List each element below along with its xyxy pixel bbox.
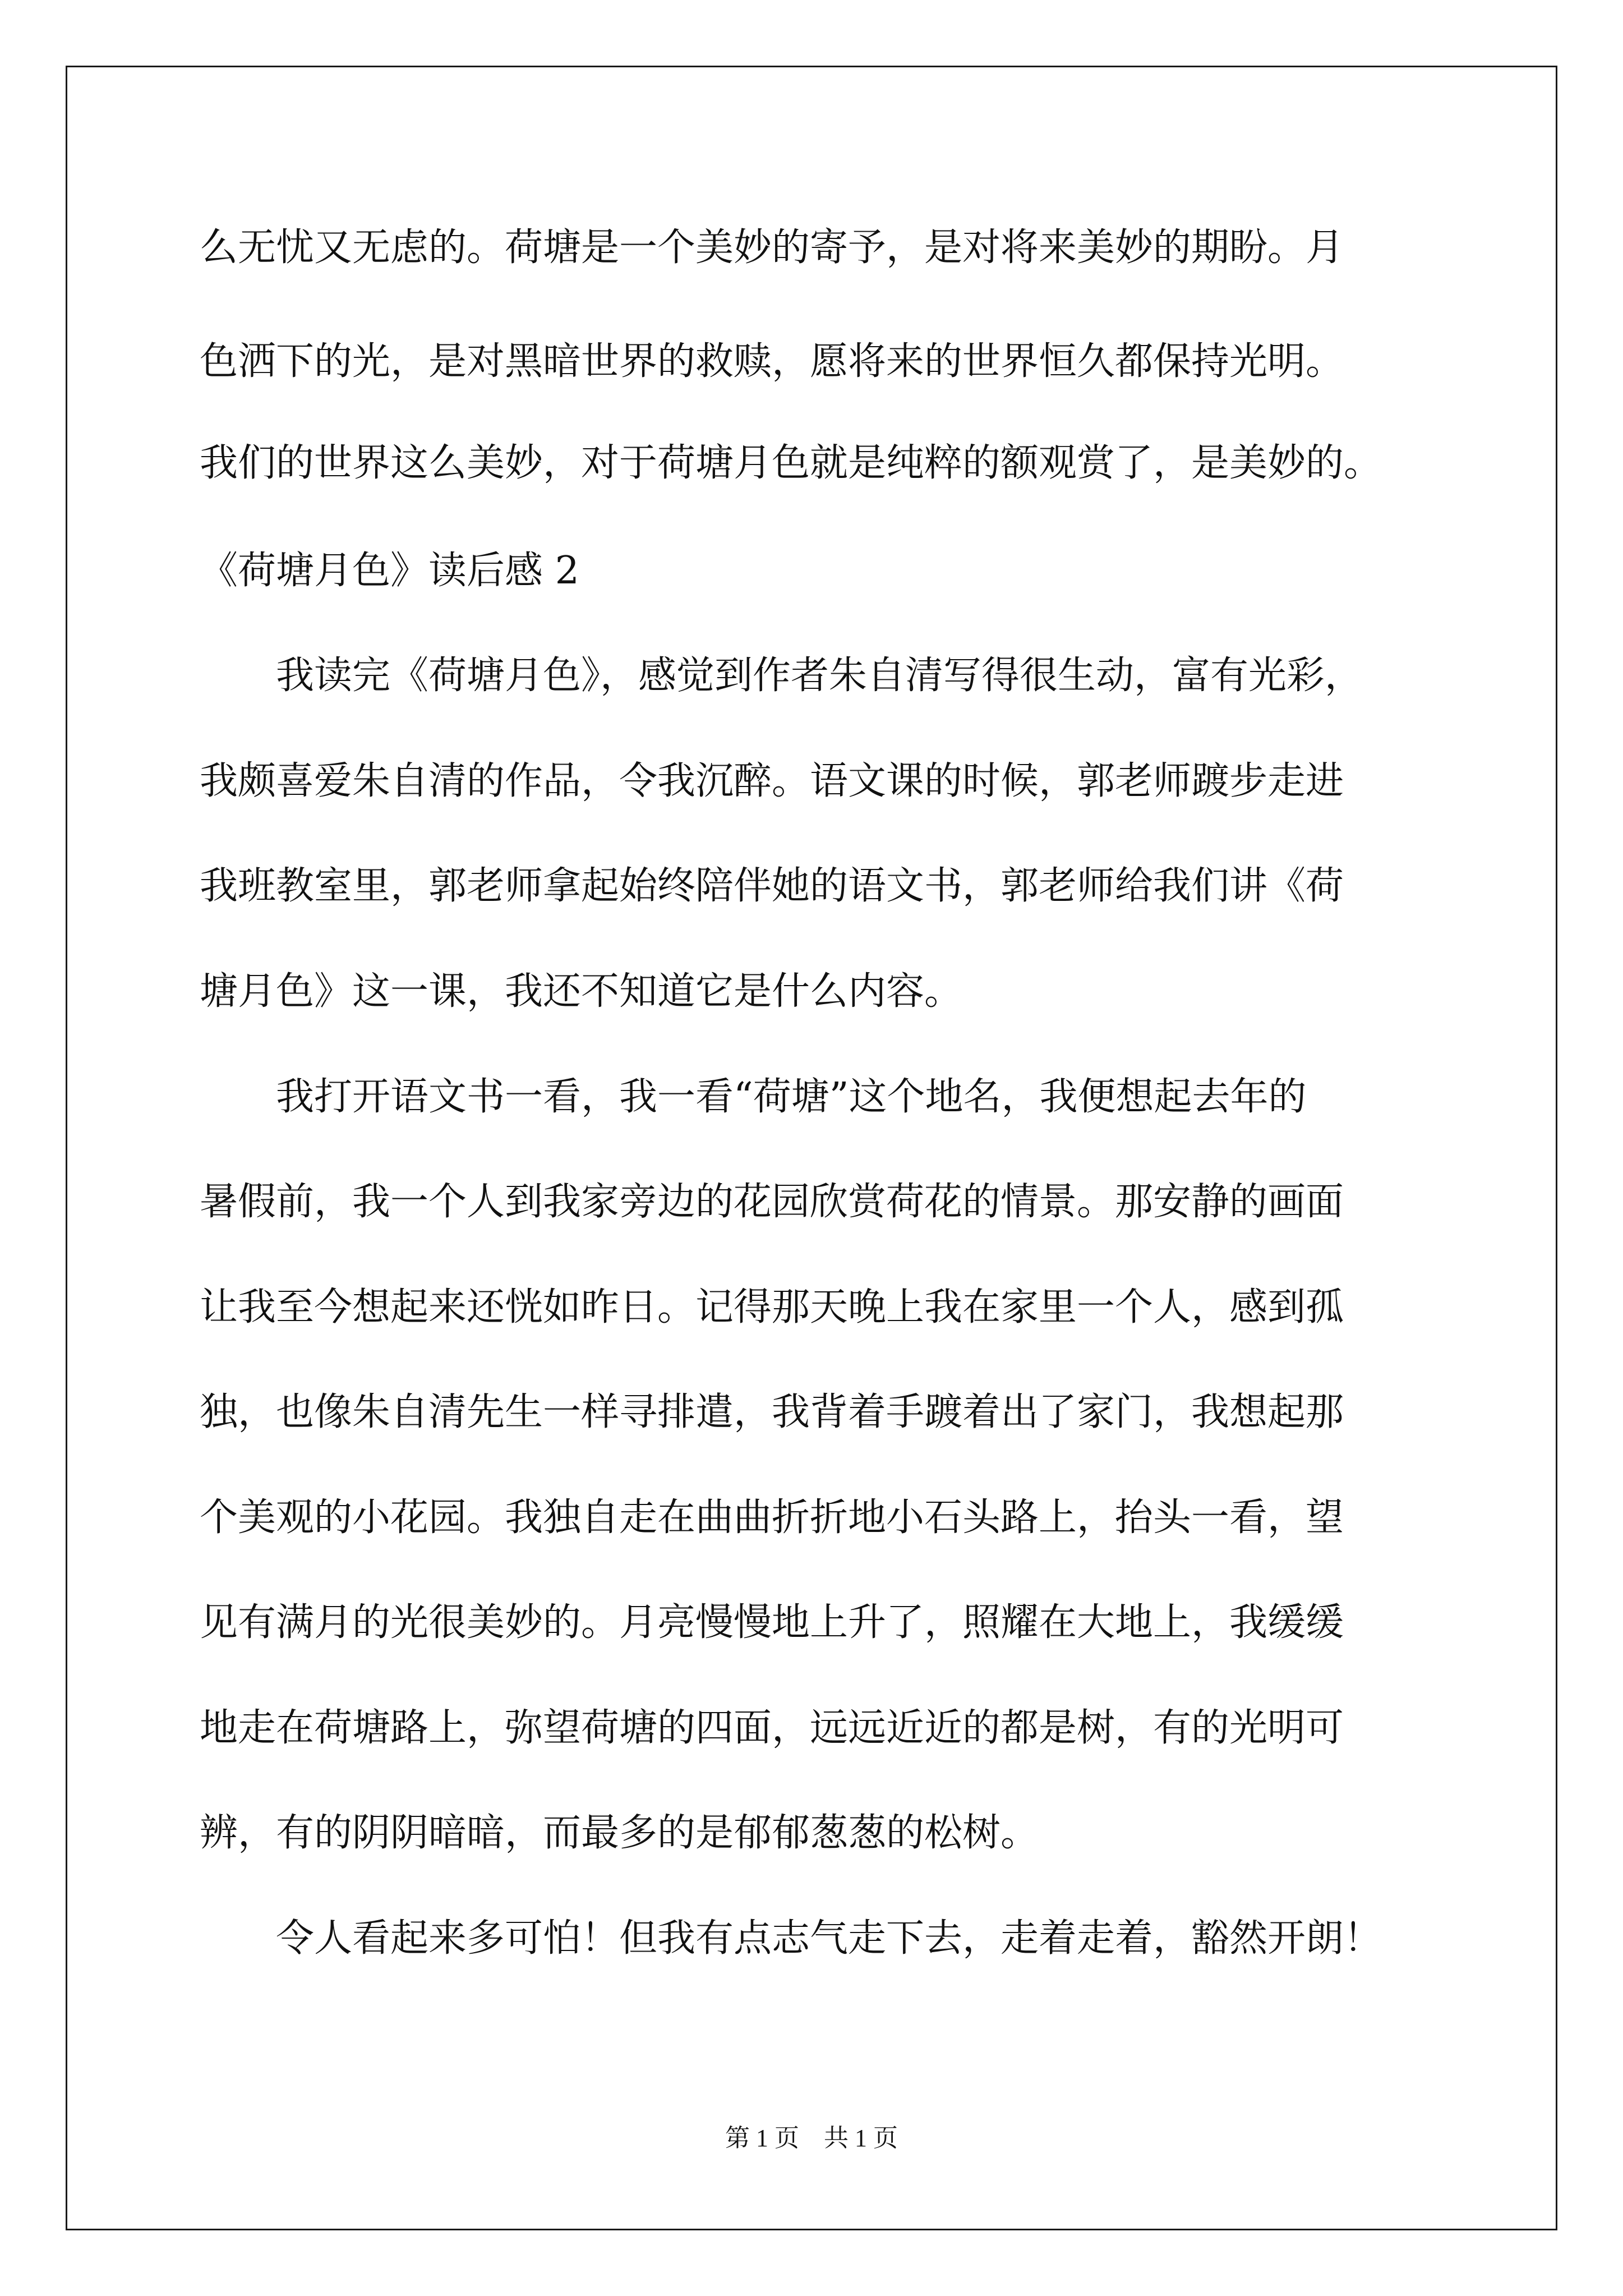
page-footer: 第 1 页 共 1 页 [725, 2124, 898, 2152]
section-heading: 《荷塘月色》读后感 2 [200, 549, 579, 593]
body-text-line-13: 个美观的小花园。我独自走在曲曲折折地小石头路上，抬头一看，望 [200, 1496, 1344, 1540]
body-text-line-9: 我打开语文书一看，我一看“荷塘”这个地名，我便想起去年的 [200, 1075, 1307, 1119]
body-text-line-11: 让我至今想起来还恍如昨日。记得那天晚上我在家里一个人，感到孤 [200, 1285, 1344, 1329]
body-text-line-6: 我颇喜爱朱自清的作品，令我沉醉。语文课的时候，郭老师踱步走进 [200, 759, 1344, 803]
body-text-line-12: 独，也像朱自清先生一样寻排遣，我背着手踱着出了家门，我想起那 [200, 1390, 1344, 1434]
body-text-line-1: 么无忧又无虑的。荷塘是一个美妙的寄予，是对将来美妙的期盼。月 [200, 226, 1344, 270]
body-text-line-8: 塘月色》这一课，我还不知道它是什么内容。 [200, 969, 963, 1014]
body-text-line-5: 我读完《荷塘月色》，感觉到作者朱自清写得很生动，富有光彩， [200, 654, 1363, 698]
body-text-line-2: 色洒下的光，是对黑暗世界的救赎，愿将来的世界恒久都保持光明。 [200, 339, 1344, 384]
body-text-line-17: 令人看起来多可怕！但我有点志气走下去，走着走着，豁然开朗！ [200, 1916, 1382, 1961]
body-text-line-16: 辨，有的阴阴暗暗，而最多的是郁郁葱葱的松树。 [200, 1811, 1039, 1855]
body-text-line-14: 见有满月的光很美妙的。月亮慢慢地上升了，照耀在大地上，我缓缓 [200, 1600, 1344, 1645]
body-text-line-10: 暑假前，我一个人到我家旁边的花园欣赏荷花的情景。那安静的画面 [200, 1180, 1344, 1224]
body-text-line-15: 地走在荷塘路上，弥望荷塘的四面，远远近近的都是树，有的光明可 [200, 1706, 1344, 1750]
body-text-line-7: 我班教室里，郭老师拿起始终陪伴她的语文书，郭老师给我们讲《荷 [200, 864, 1344, 908]
body-text-line-3: 我们的世界这么美妙，对于荷塘月色就是纯粹的额观赏了，是美妙的。 [200, 441, 1382, 485]
page-border [66, 66, 1557, 2230]
